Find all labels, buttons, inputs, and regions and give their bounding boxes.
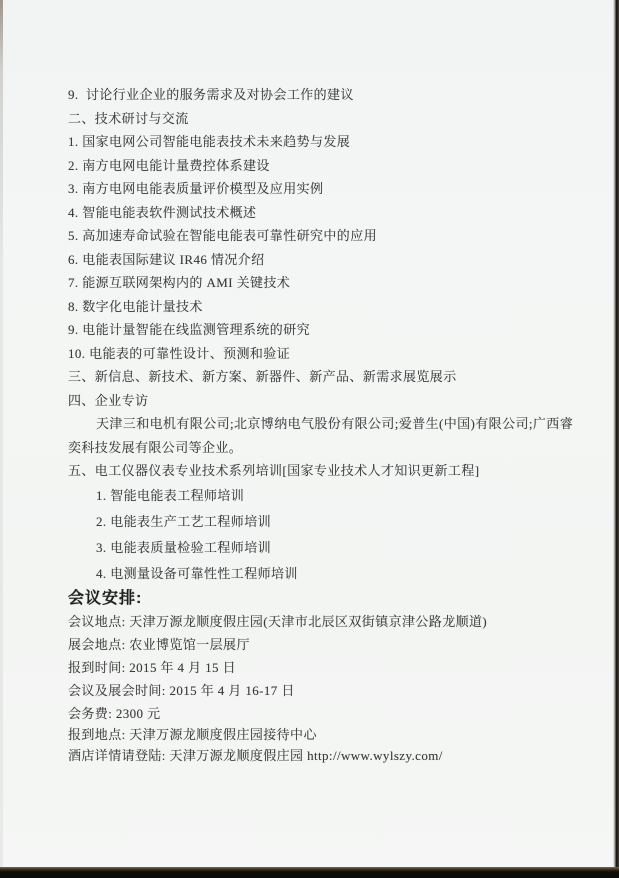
- arrangement-venue: 会议地点: 天津万源龙顺度假庄园(天津市北辰区双街镇京津公路龙顺道): [68, 614, 488, 629]
- section-2-item: 5. 高加速寿命试验在智能电能表可靠性研究中的应用: [68, 228, 378, 243]
- section-2-item: 2. 南方电网电能计量费控体系建设: [68, 157, 270, 173]
- section-2-item: 6. 电能表国际建议 IR46 情况介绍: [68, 251, 265, 267]
- arrangement-heading: 会议安排:: [68, 589, 143, 607]
- section-4-companies-line-1: 天津三和电机有限公司;北京博纳电气股份有限公司;爱普生(中国)有限公司;广西睿: [96, 416, 574, 431]
- arrangement-expo-venue: 展会地点: 农业博览馆一层展厅: [68, 637, 250, 652]
- agenda-item-9: 9. 讨论行业企业的服务需求及对协会工作的建议: [68, 87, 354, 102]
- arrangement-checkin-date: 报到时间: 2015 年 4 月 15 日: [68, 660, 237, 675]
- section-5-item: 3. 电能表质量检验工程师培训: [96, 539, 272, 555]
- scan-edge-bottom: [0, 867, 619, 878]
- section-3-heading: 三、新信息、新技术、新方案、新器件、新产品、新需求展览展示: [68, 369, 457, 384]
- section-4-companies-line-2: 奕科技发展有限公司等企业。: [68, 439, 243, 455]
- section-5-item: 1. 智能电能表工程师培训: [96, 487, 245, 503]
- section-2-item: 10. 电能表的可靠性设计、预测和验证: [68, 345, 291, 361]
- section-2-item: 3. 南方电网电能表质量评价模型及应用实例: [68, 181, 324, 196]
- section-2-heading: 二、技术研讨与交流: [68, 110, 189, 126]
- section-2-item: 7. 能源互联网架构内的 AMI 关键技术: [68, 275, 291, 290]
- section-4-heading: 四、企业专访: [68, 392, 149, 408]
- arrangement-checkin-place: 报到地点: 天津万源龙顺度假庄园接待中心: [68, 727, 317, 742]
- section-5-item: 2. 电能表生产工艺工程师培训: [96, 513, 272, 529]
- section-5-item: 4. 电测量设备可靠性性工程师培训: [96, 565, 298, 581]
- section-2-item: 4. 智能电能表软件测试技术概述: [68, 204, 257, 220]
- arrangement-hotel-info: 酒店详情请登陆: 天津万源龙顺度假庄园 http://www.wylszy.com/: [68, 747, 443, 763]
- arrangement-fee: 会务费: 2300 元: [68, 706, 161, 721]
- section-2-item: 8. 数字化电能计量技术: [68, 298, 203, 314]
- arrangement-conference-dates: 会议及展会时间: 2015 年 4 月 16-17 日: [68, 683, 295, 698]
- section-2-item: 9. 电能计量智能在线监测管理系统的研究: [68, 322, 311, 337]
- section-5-heading: 五、电工仪器仪表专业技术系列培训[国家专业技术人才知识更新工程]: [68, 463, 480, 478]
- section-2-item: 1. 国家电网公司智能电能表技术未来趋势与发展: [68, 134, 351, 149]
